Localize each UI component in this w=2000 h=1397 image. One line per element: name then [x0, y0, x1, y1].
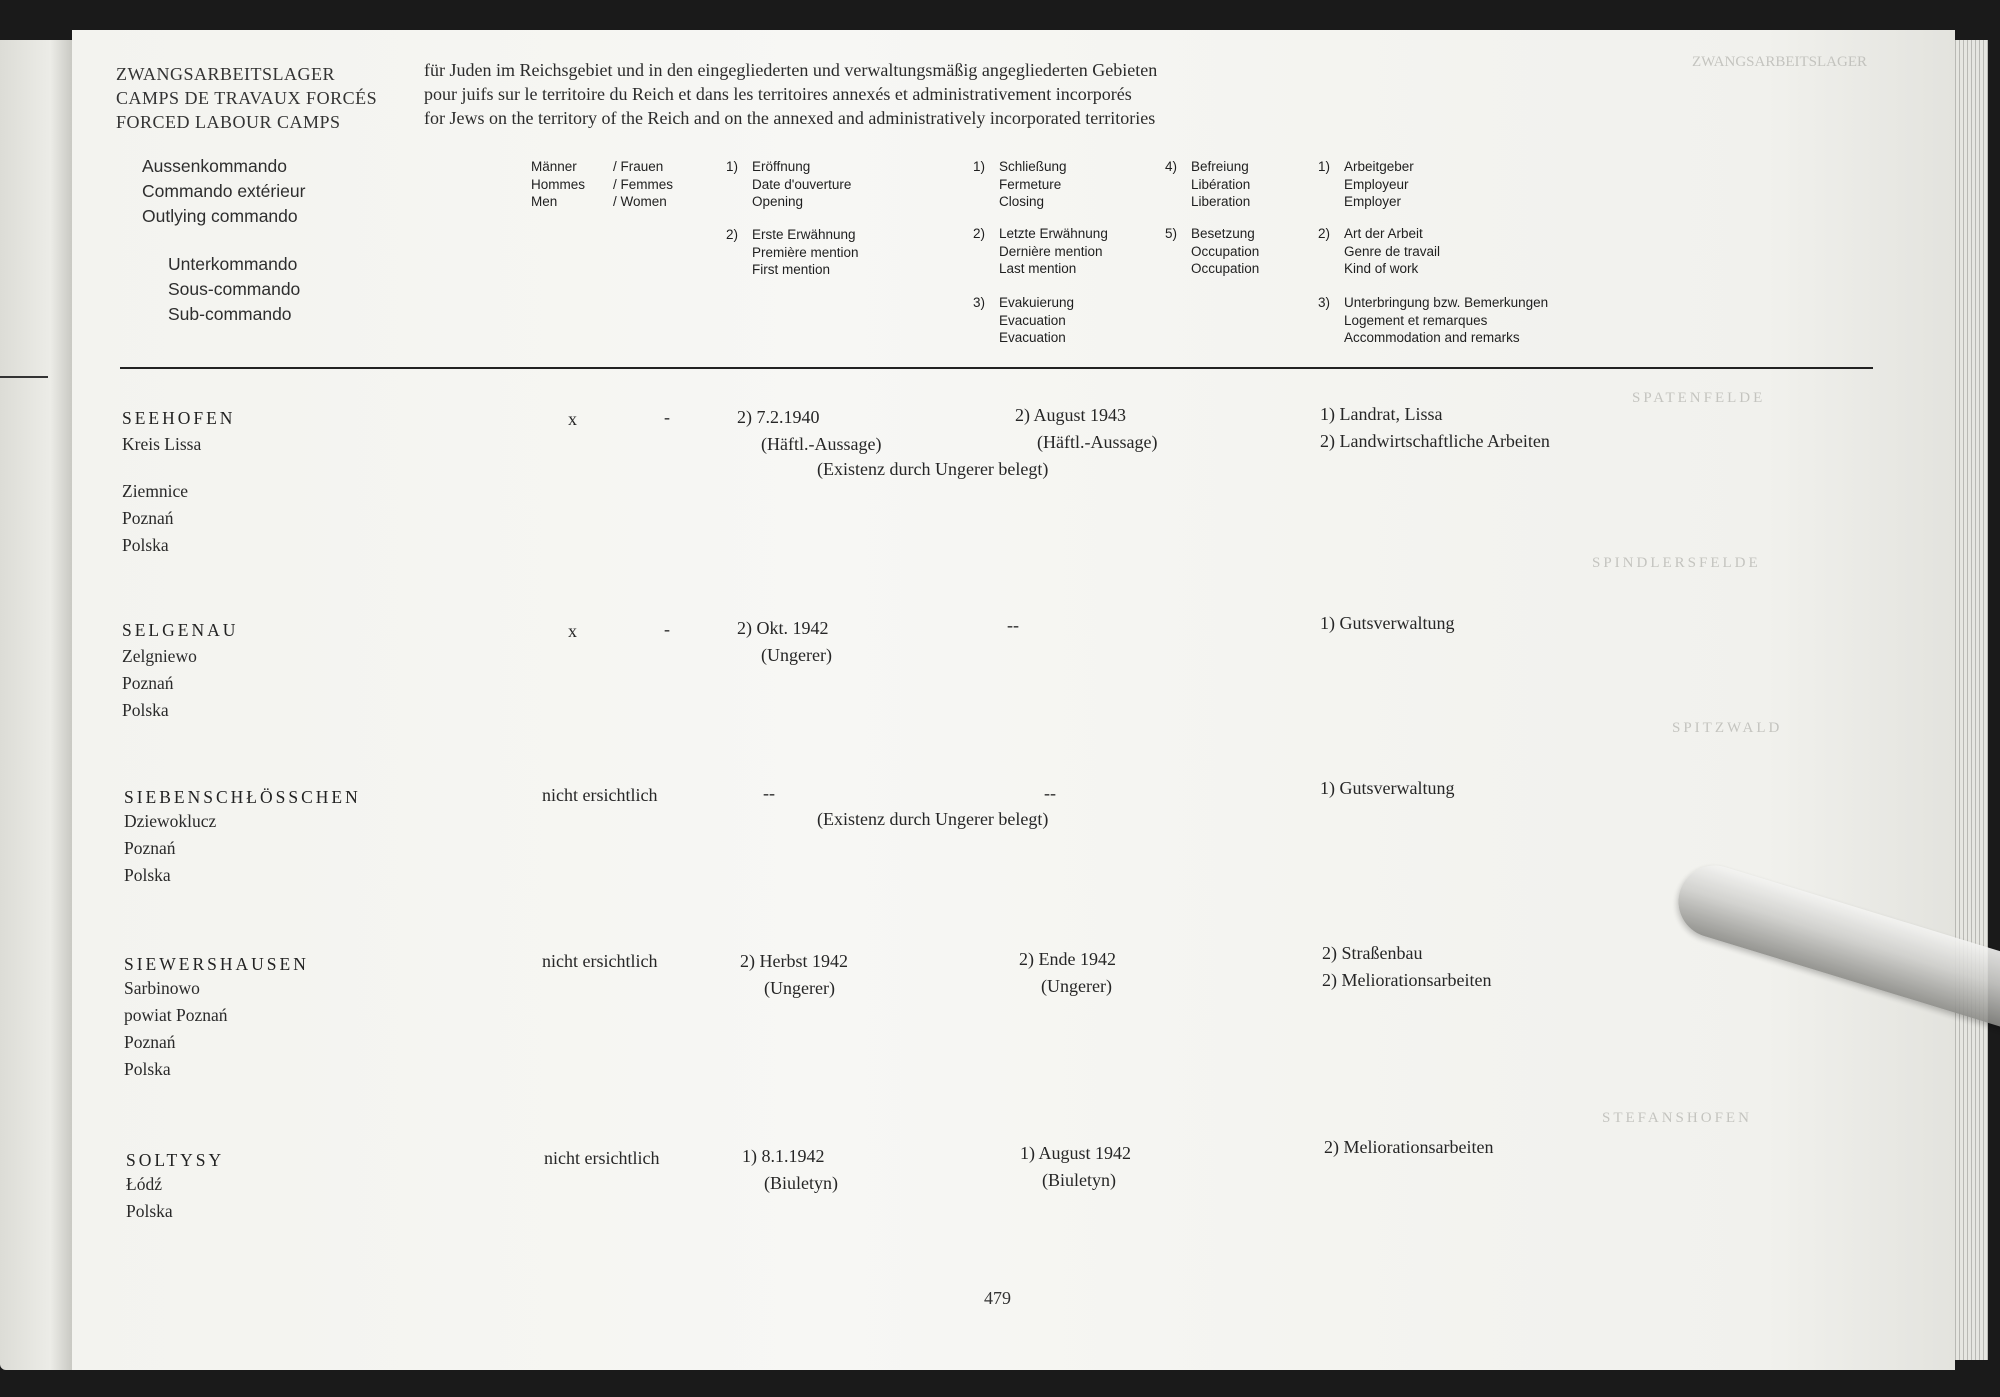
header-work-de: Art der Arbeit	[1344, 226, 1423, 241]
location-line: Polska	[122, 535, 169, 555]
header-num: 4)	[1165, 159, 1178, 174]
header-first-mention-fr: Première mention	[752, 244, 859, 260]
header-num: 3)	[1318, 295, 1331, 310]
opening-cell	[742, 1143, 838, 1197]
closing-cell	[1019, 946, 1116, 1000]
bleed-through-text: ZWANGSARBEITSLAGER	[1692, 54, 1867, 70]
camp-name: SIEBENSCHŁÖSSCHEN	[124, 787, 361, 807]
employer-text: 1) Landrat, Lissa	[1320, 404, 1443, 424]
header-occupation-de: Besetzung	[1191, 226, 1255, 241]
header-remarks-de: Unterbringung bzw. Bemerkungen	[1344, 295, 1549, 310]
header-first-mention-en: First mention	[752, 262, 831, 277]
header-employer-en: Employer	[1344, 194, 1402, 209]
opening-source: (Häftl.-Aussage)	[761, 434, 882, 454]
header-employer-de: Arbeitgeber	[1344, 159, 1414, 174]
location-line: Zelgniewo	[122, 646, 197, 666]
intro-line-en: for Jews on the territory of the Reich and on the annexed and administratively incorporated territories	[424, 108, 1156, 128]
header-first-mention	[726, 226, 859, 279]
header-remarks-en: Accommodation and remarks	[1344, 330, 1520, 345]
header-opening-de: Eröffnung	[752, 159, 811, 174]
outlying-fr: Commando extérieur	[142, 181, 306, 201]
header-divider	[120, 367, 1873, 369]
work-cell	[1320, 610, 1454, 637]
opening-source: (Ungerer)	[764, 978, 835, 998]
header-men-de: Männer	[531, 159, 577, 174]
outlying-de: Aussenkommando	[142, 156, 287, 176]
header-num: 5)	[1165, 226, 1178, 241]
opening-date: 2) Herbst 1942	[740, 951, 848, 971]
location-line: Poznań	[122, 508, 174, 528]
location-line: Ziemnice	[122, 481, 189, 501]
work-cell	[1320, 401, 1550, 455]
opening-cell	[737, 615, 832, 669]
left-page-rule	[0, 376, 48, 378]
location-line	[122, 458, 235, 478]
header-employer	[1318, 158, 1414, 211]
outlying-commando-label	[142, 154, 305, 229]
women-mark: -	[664, 619, 670, 639]
camp-location	[122, 643, 238, 724]
header-last-mention-de: Letzte Erwähnung	[999, 226, 1108, 241]
bleed-through-text: SPATENFELDE	[1632, 390, 1766, 406]
opening-cell	[737, 404, 881, 458]
header-evacuation-fr: Evacuation	[999, 312, 1066, 328]
location-line: Polska	[126, 1201, 173, 1221]
work-cell	[1324, 1134, 1493, 1161]
existence-note: (Existenz durch Ungerer belegt)	[817, 809, 1049, 829]
header-closing-fr: Fermeture	[999, 176, 1062, 192]
location-line: Łódź	[126, 1174, 162, 1194]
page-number: 479	[984, 1288, 1011, 1308]
location-line: Polska	[124, 1059, 171, 1079]
closing-cell	[1044, 780, 1056, 807]
header-remarks-fr: Logement et remarques	[1344, 312, 1488, 328]
bleed-through-text: SPITZWALD	[1672, 720, 1783, 736]
header-num: 1)	[726, 159, 739, 174]
employer-text: 1) Gutsverwaltung	[1320, 778, 1455, 798]
intro-line-fr: pour juifs sur le territoire du Reich et dans les territoires annexés et administrativement incorporés	[424, 84, 1132, 104]
header-occupation-fr: Occupation	[1191, 243, 1260, 259]
opening-source: (Ungerer)	[761, 645, 832, 665]
location-line: Kreis Lissa	[122, 434, 202, 454]
header-num: 2)	[973, 226, 986, 241]
opening-date: --	[763, 783, 775, 803]
book-page	[72, 30, 1955, 1370]
header-liberation	[1165, 158, 1250, 211]
work-text: 2) Landwirtschaftliche Arbeiten	[1320, 431, 1550, 451]
bleed-through-text: STEFANSHOFEN	[1602, 1110, 1752, 1126]
header-opening-fr: Date d'ouverture	[752, 176, 852, 192]
closing-cell	[1020, 1140, 1131, 1194]
location-line: Polska	[124, 865, 171, 885]
men-mark: nicht ersichtlich	[542, 785, 658, 805]
header-women-fr: / Femmes	[613, 176, 674, 192]
sub-fr: Sous-commando	[168, 279, 301, 299]
entry-selgenau	[122, 620, 238, 724]
camp-name: SOLTYSY	[126, 1150, 225, 1170]
location-line: powiat Poznań	[124, 1005, 228, 1025]
header-closing	[973, 158, 1067, 211]
opening-date: 2) Okt. 1942	[737, 618, 829, 638]
camp-title	[116, 62, 377, 134]
location-line: Poznań	[124, 1032, 176, 1052]
work-text: 2) Meliorationsarbeiten	[1322, 970, 1492, 990]
header-remarks	[1318, 294, 1548, 347]
header-evacuation-en: Evacuation	[999, 330, 1066, 345]
closing-date: --	[1044, 783, 1056, 803]
header-work-en: Kind of work	[1344, 261, 1419, 276]
location-line: Dziewoklucz	[124, 811, 217, 831]
header-work	[1318, 225, 1440, 278]
sub-commando-label	[168, 252, 300, 327]
header-num: 1)	[973, 159, 986, 174]
camp-location	[124, 975, 309, 1083]
closing-cell	[1007, 612, 1019, 639]
closing-date: --	[1007, 615, 1019, 635]
header-liberation-fr: Libération	[1191, 176, 1251, 192]
sub-de: Unterkommando	[168, 254, 298, 274]
outlying-en: Outlying commando	[142, 206, 298, 226]
work-cell	[1320, 775, 1454, 802]
location-line: Polska	[122, 700, 169, 720]
header-gender	[531, 158, 673, 211]
header-num: 3)	[973, 295, 986, 310]
camp-name: SIEWERSHAUSEN	[124, 954, 309, 974]
opening-source: (Biuletyn)	[764, 1173, 838, 1193]
header-first-mention-de: Erste Erwähnung	[752, 227, 856, 242]
closing-cell	[1015, 402, 1157, 456]
location-line: Sarbinowo	[124, 978, 200, 998]
header-closing-en: Closing	[999, 194, 1045, 209]
header-num: 2)	[1318, 226, 1331, 241]
location-line: Poznań	[124, 838, 176, 858]
opening-cell	[763, 780, 775, 807]
header-num: 1)	[1318, 159, 1331, 174]
work-text: 2) Straßenbau	[1322, 943, 1423, 963]
entry-siebenschlosschen	[124, 787, 361, 889]
header-num: 2)	[726, 227, 739, 242]
header-occupation-en: Occupation	[1191, 261, 1260, 276]
camp-name: SELGENAU	[122, 620, 239, 640]
header-men-en: Men	[531, 194, 558, 209]
opening-date: 1) 8.1.1942	[742, 1146, 825, 1166]
closing-source: (Häftl.-Aussage)	[1037, 432, 1158, 452]
closing-source: (Ungerer)	[1041, 976, 1112, 996]
closing-source: (Biuletyn)	[1042, 1170, 1116, 1190]
header-work-fr: Genre de travail	[1344, 243, 1441, 259]
header-last-mention-fr: Dernière mention	[999, 243, 1103, 259]
opening-date: 2) 7.2.1940	[737, 407, 820, 427]
employer-text: 1) Gutsverwaltung	[1320, 613, 1455, 633]
header-evacuation	[973, 294, 1074, 347]
entry-siewershausen	[124, 954, 309, 1083]
header-women-de: / Frauen	[613, 159, 664, 174]
header-women-en: / Women	[613, 194, 667, 209]
camp-location	[122, 431, 235, 559]
title-line-fr: CAMPS DE TRAVAUX FORCÉS	[116, 88, 378, 108]
header-closing-de: Schließung	[999, 159, 1067, 174]
closing-date: 2) August 1943	[1015, 405, 1127, 425]
header-men-fr: Hommes	[531, 176, 586, 192]
men-mark: x	[568, 621, 577, 641]
title-line-en: FORCED LABOUR CAMPS	[116, 112, 341, 132]
header-occupation	[1165, 225, 1259, 278]
opening-cell	[740, 948, 848, 1002]
camp-name: SEEHOFEN	[122, 408, 236, 428]
header-employer-fr: Employeur	[1344, 176, 1409, 192]
work-text: 2) Meliorationsarbeiten	[1324, 1137, 1494, 1157]
left-page-edge	[0, 40, 72, 1370]
header-opening	[726, 158, 851, 211]
entry-soltysy	[126, 1150, 224, 1225]
entry-seehofen	[122, 408, 235, 559]
bleed-through-text: SPINDLERSFELDE	[1592, 555, 1761, 571]
intro-line-de: für Juden im Reichsgebiet und in den eingegliederten und verwaltungsmäßig angegliederten Gebieten	[424, 60, 1158, 80]
men-mark: nicht ersichtlich	[544, 1148, 660, 1168]
header-evacuation-de: Evakuierung	[999, 295, 1075, 310]
location-line: Poznań	[122, 673, 174, 693]
work-cell	[1322, 940, 1491, 994]
existence-note: (Existenz durch Ungerer belegt)	[817, 459, 1049, 479]
header-liberation-en: Liberation	[1191, 194, 1251, 209]
title-line-de: ZWANGSARBEITSLAGER	[116, 64, 335, 84]
header-liberation-de: Befreiung	[1191, 159, 1249, 174]
header-last-mention-en: Last mention	[999, 261, 1077, 276]
closing-date: 1) August 1942	[1020, 1143, 1132, 1163]
men-mark: nicht ersichtlich	[542, 951, 658, 971]
camp-location	[124, 808, 361, 889]
closing-date: 2) Ende 1942	[1019, 949, 1116, 969]
intro-text	[424, 58, 1157, 130]
men-mark: x	[568, 409, 577, 429]
camp-location	[126, 1171, 224, 1225]
women-mark: -	[664, 407, 670, 427]
sub-en: Sub-commando	[168, 304, 292, 324]
header-opening-en: Opening	[752, 194, 804, 209]
header-last-mention	[973, 225, 1108, 278]
